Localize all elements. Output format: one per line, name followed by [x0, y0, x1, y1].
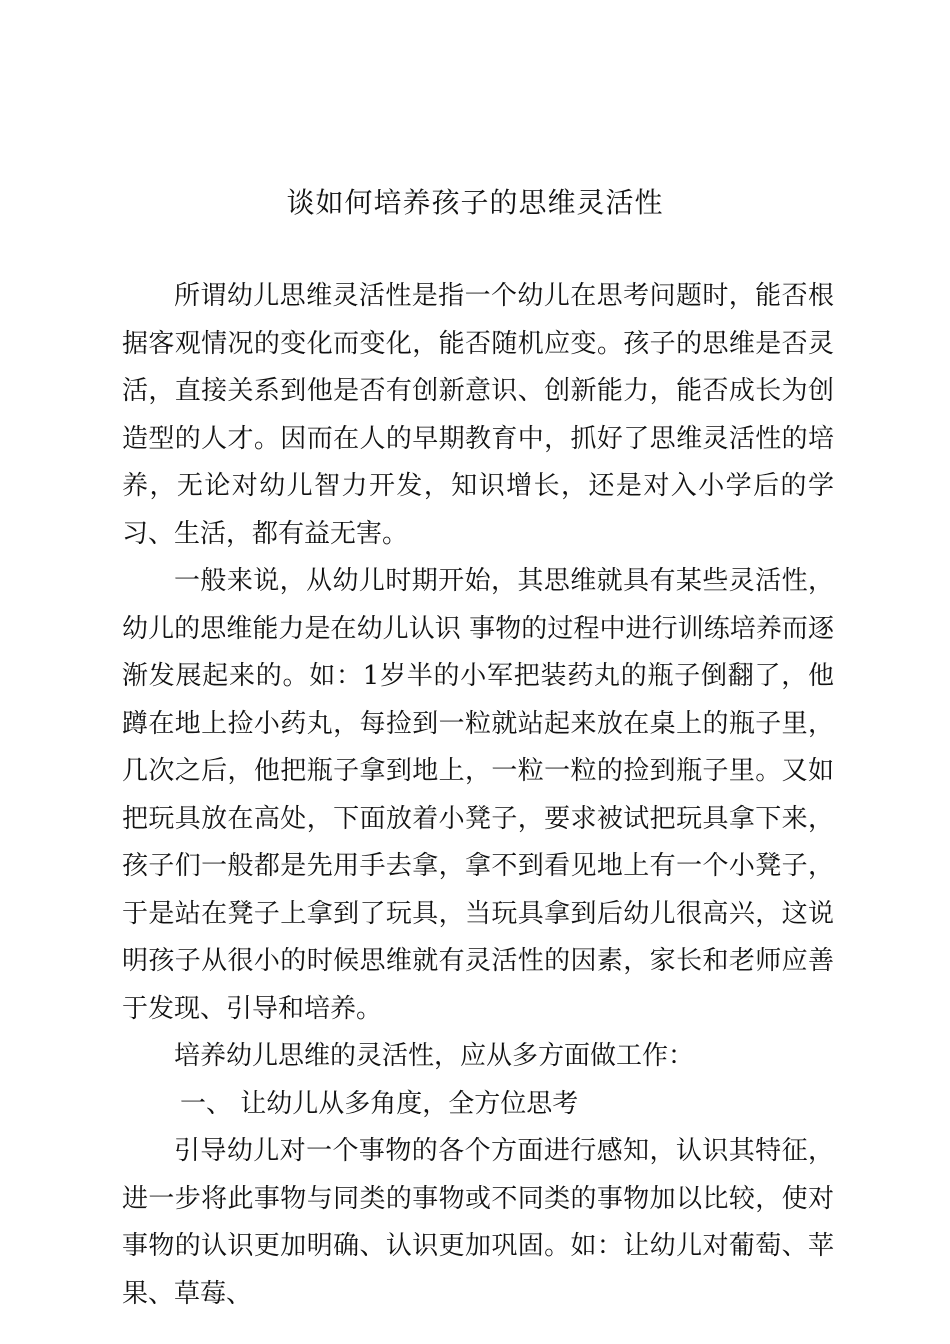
- paragraph-section-1: 引导幼儿对一个事物的各个方面进行感知，认识其特征，进一步将此事物与同类的事物或不同类的事物加以比较，使对事物的认识更加明确、认识更加巩固。如：让幼儿对葡萄、苹果、草莓、: [122, 1136, 834, 1309]
- document-title: 谈如何培养孩子的思维灵活性: [286, 186, 664, 219]
- document-body: [122, 273, 834, 1318]
- paragraph-examples: 一般来说，从幼儿时期开始，其思维就具有某些灵活性，幼儿的思维能力是在幼儿认识 事物的过程中进行训练培养而逐渐发展起来的。如：1岁半的小军把装药丸的瓶子倒翻了，他蹲在地上捡小药丸，每捡到一粒就站起来放在桌上的瓶子里，几次之后，他把瓶子拿到地上，一粒一粒的捡到瓶子里。又如把玩具放在高处，下面放着小凳子，要求被试把玩具拿下来，孩子们一般都是先用手去拿，拿不到看见地上有一个小凳子，于是站在凳子上拿到了玩具，当玩具拿到后幼儿很高兴，这说明孩子从很小的时候思维就有灵活性的因素，家长和老师应善于发现、引导和培养。: [122, 566, 834, 1024]
- paragraph-definition: 所谓幼儿思维灵活性是指一个幼儿在思考问题时，能否根据客观情况的变化而变化，能否随机应变。孩子的思维是否灵活，直接关系到他是否有创新意识、创新能力，能否成长为创造型的人才。因而在人的早期教育中，抓好了思维灵活性的培养，无论对幼儿智力开发，知识增长，还是对入小学后的学习、生活，都有益无害。: [122, 281, 834, 549]
- paragraph-intro-methods: 培养幼儿思维的灵活性，应从多方面做工作：: [174, 1041, 695, 1071]
- section-heading-1: 一、 让幼儿从多角度，全方位思考: [180, 1088, 579, 1119]
